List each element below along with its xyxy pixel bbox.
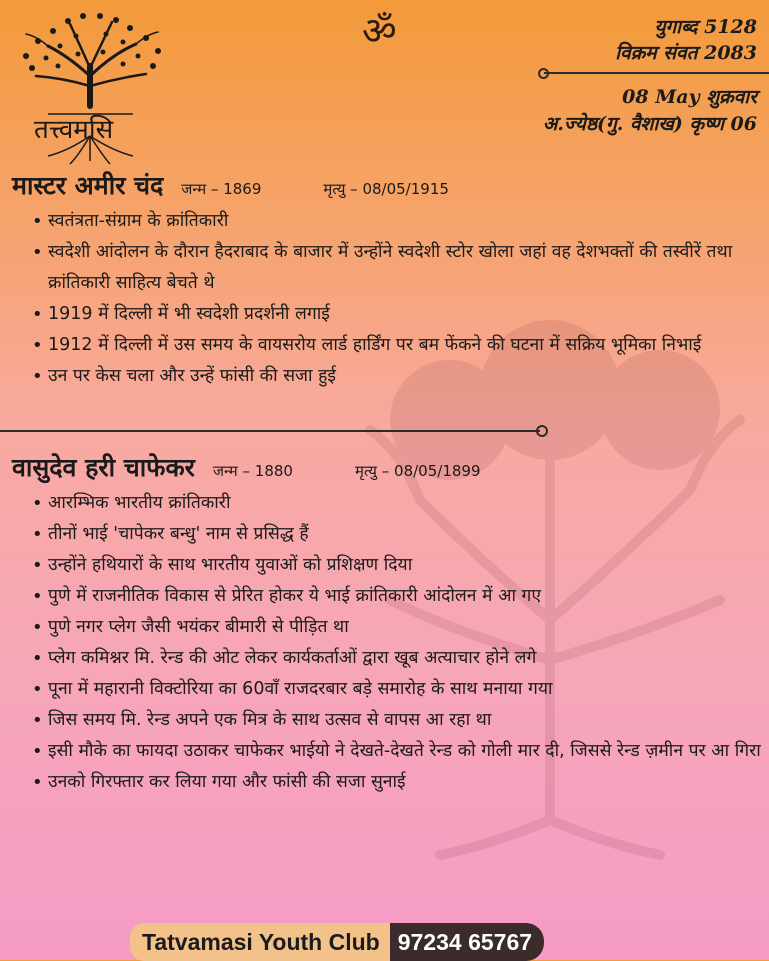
list-item: • आरम्भिक भारतीय क्रांतिकारी xyxy=(32,488,762,519)
yugabd-label: युगाब्द 5128 xyxy=(654,16,757,38)
list-item: • प्लेग कमिश्नर मि. रेन्ड की ओट लेकर कार्यकर्ताओं द्वारा खूब अत्याचार होने लगे xyxy=(32,643,762,674)
person-section-1 xyxy=(12,168,762,392)
date-label: 08 May शुक्रवार xyxy=(622,86,757,108)
person-heading-1 xyxy=(12,168,762,202)
list-item: • पुणे नगर प्लेग जैसी भयंकर बीमारी से पीड़ित था xyxy=(32,612,762,643)
list-item: • उनको गिरफ्तार कर लिया गया और फांसी की सजा सुनाई xyxy=(32,767,762,798)
person-name: मास्टर अमीर चंद xyxy=(12,171,164,200)
list-item: • स्वतंत्रता-संग्राम के क्रांतिकारी xyxy=(32,206,762,237)
list-item: • 1919 में दिल्ली में भी स्वदेशी प्रदर्शनी लगाई xyxy=(32,299,762,330)
om-symbol-icon: ॐ xyxy=(362,9,397,53)
club-name: Tatvamasi Youth Club xyxy=(130,923,390,961)
section-divider xyxy=(0,430,540,432)
birth-year: जन्म – 1869 xyxy=(181,180,262,198)
list-item: • पूना में महारानी विक्टोरिया का 60वाँ राजदरबार बड़े समारोह के साथ मनाया गया xyxy=(32,674,762,705)
death-date: मृत्यु – 08/05/1899 xyxy=(354,462,481,480)
vikram-samvat-label: विक्रम संवत 2083 xyxy=(615,42,757,64)
list-item: • इसी मौके का फायदा उठाकर चाफेकर भाईयो ने देखते-देखते रेन्ड को गोली मार दी, जिससे रेन्ड ज़मीन पर आ गिरा xyxy=(32,736,762,767)
phone-number[interactable]: 97234 65767 xyxy=(390,923,544,961)
person-section-2 xyxy=(12,450,762,798)
date-block xyxy=(543,14,757,138)
birth-year: जन्म – 1880 xyxy=(212,462,293,480)
tithi-label: अ.ज्येष्ठ(गु. वैशाख) कृष्ण 06 xyxy=(542,113,757,135)
list-item: • पुणे में राजनीतिक विकास से प्रेरित होकर ये भाई क्रांतिकारी आंदोलन में आ गए xyxy=(32,581,762,612)
list-item: • उन्होंने हथियारों के साथ भारतीय युवाओं को प्रशिक्षण दिया xyxy=(32,550,762,581)
person-name: वासुदेव हरी चाफेकर xyxy=(12,453,195,482)
death-date: मृत्यु – 08/05/1915 xyxy=(323,180,449,198)
logo-text: तत्त्वमसि xyxy=(34,115,114,145)
person-heading-2 xyxy=(12,450,762,484)
person-points-list xyxy=(12,488,762,798)
list-item: • जिस समय मि. रेन्ड अपने एक मित्र के साथ उत्सव से वापस आ रहा था xyxy=(32,705,762,736)
divider-dot-icon xyxy=(536,425,548,437)
header-divider xyxy=(544,72,769,74)
list-item: • 1912 में दिल्ली में उस समय के वायसरोय लार्ड हार्डिंग पर बम फेंकने की घटना में सक्रिय भूमिका निभाई xyxy=(32,330,762,361)
footer-banner xyxy=(130,924,544,960)
person-points-list xyxy=(12,206,762,392)
list-item: • तीनों भाई 'चापेकर बन्धु' नाम से प्रसिद्ध हैं xyxy=(32,519,762,550)
list-item: • उन पर केस चला और उन्हें फांसी की सजा हुई xyxy=(32,361,762,392)
list-item: • स्वदेशी आंदोलन के दौरान हैदराबाद के बाजार में उन्होंने स्वदेशी स्टोर खोला जहां वह देशभक्तों की तस्वीरें तथा क्रांतिकारी साहित्य बेचते थे xyxy=(32,237,762,299)
